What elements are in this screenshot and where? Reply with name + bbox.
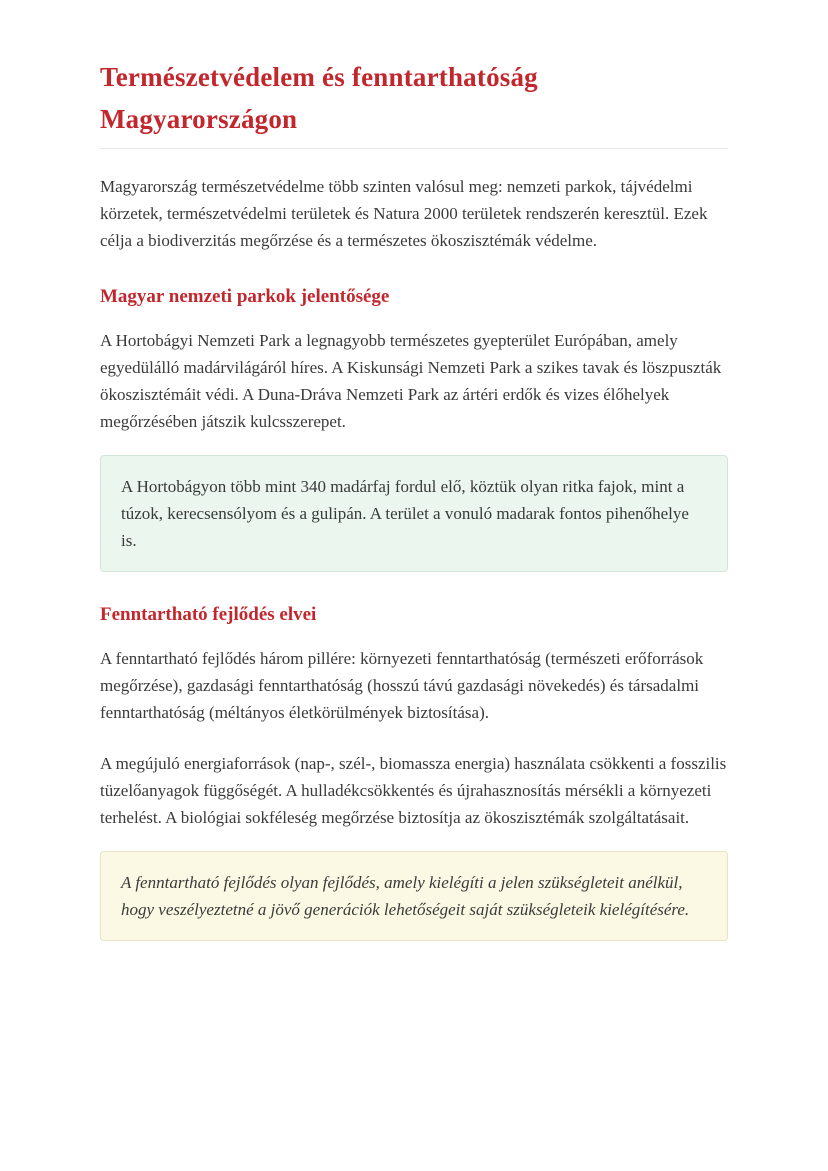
- sustainability-quote-callout: [100, 851, 728, 941]
- hortobagy-info-callout: [100, 455, 728, 572]
- national-parks-paragraph: A Hortobágyi Nemzeti Park a legnagyobb természetes gyepterület Európában, amely egyedülálló madárvilágáról híres. A Kiskunsági Nemzeti Park a szikes tavak és löszpuszták ökoszisztémáit védi. A Duna-Dráva Nemzeti Park az ártéri erdők és vizes élőhelyek megőrzésében játszik kulcsszerepet.: [100, 331, 722, 431]
- yellow-callout-text: A fenntartható fejlődés olyan fejlődés, amely kielégíti a jelen szükségleteit anélkül, hogy veszélyeztetné a jövő generációk lehetőségeit saját szükségleteik kielégítésére.: [121, 873, 690, 919]
- document-page: [100, 0, 728, 941]
- section-heading-national-parks: Magyar nemzeti parkok jelentősége: [100, 286, 390, 307]
- section-heading-sustainable-development: Fenntartható fejlődés elvei: [100, 604, 317, 625]
- intro-paragraph: Magyarország természetvédelme több szinten valósul meg: nemzeti parkok, tájvédelmi körzetek, természetvédelmi területek és Natura 2000 területek rendszerén keresztül. Ezek célja a biodiverzitás megőrzése és a természetes ökoszisztémák védelme.: [100, 177, 708, 250]
- sustainability-pillars-paragraph: A fenntartható fejlődés három pillére: környezeti fenntarthatóság (természeti erőforrások megőrzése), gazdasági fenntarthatóság (hosszú távú gazdasági növekedés) és társadalmi fenntarthatóság (méltányos életkörülmények biztosítása).: [100, 649, 704, 722]
- title-divider: [100, 148, 728, 149]
- green-callout-text: A Hortobágyon több mint 340 madárfaj fordul elő, köztük olyan ritka fajok, mint a túzok, kerecsensólyom és a gulipán. A terület a vonuló madarak fontos pihenőhelye is.: [121, 477, 689, 550]
- renewable-energy-paragraph: A megújuló energiaforrások (nap-, szél-, biomassza energia) használata csökkenti a fosszilis tüzelőanyagok függőségét. A hulladékcsökkentés és újrahasznosítás mérsékli a környezeti terhelést. A biológiai sokféleség megőrzése biztosítja az ökoszisztémák szolgáltatásait.: [100, 754, 727, 827]
- page-title: Természetvédelem és fenntarthatóság Magyarországon: [100, 62, 538, 134]
